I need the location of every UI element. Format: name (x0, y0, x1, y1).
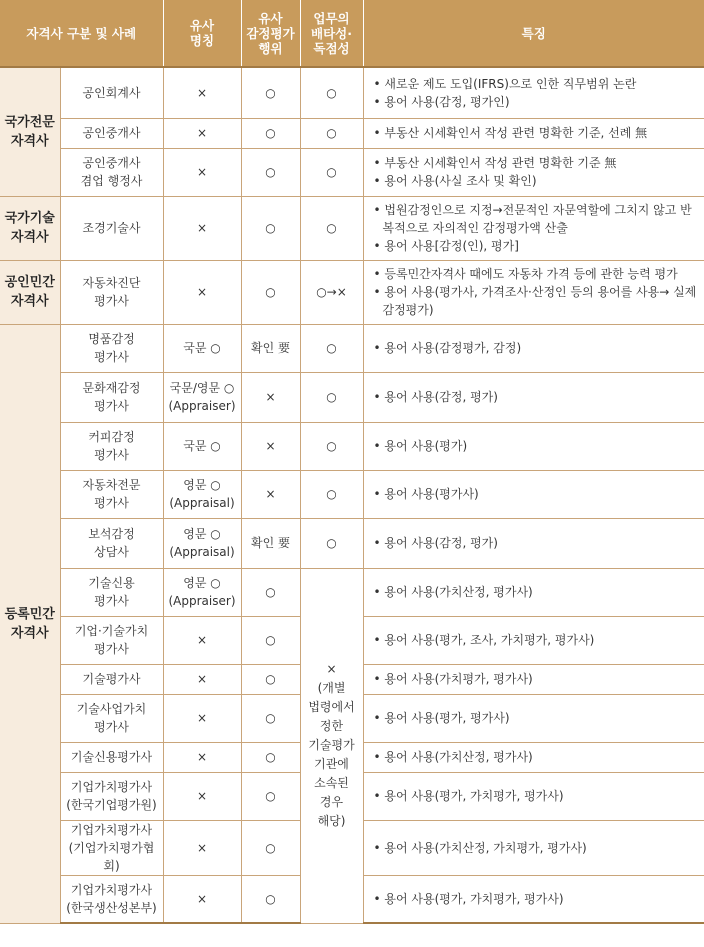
exclusivity-cell: ○→× (300, 260, 363, 324)
header-row (0, 0, 704, 67)
similar-act-cell: × (241, 372, 300, 422)
similar-name-cell: 국문/영문 ○ (Appraiser) (163, 372, 241, 422)
qualification-name: 명품감정 평가사 (60, 324, 163, 372)
feature-item: • 용어 사용(평가, 조사, 가치평가, 평가사) (374, 631, 699, 649)
exclusivity-merged-cell: × (개별 법령에서 정한 기술평가 기관에 소속된 경우 해당) (300, 568, 363, 923)
feature-item: • 부동산 시세확인서 작성 관련 명확한 기준, 선례 無 (374, 124, 699, 142)
feature-cell (363, 772, 704, 820)
similar-act-cell: 확인 要 (241, 324, 300, 372)
feature-item: • 법원감정인으로 지정→전문적인 자문역할에 그치지 않고 반복적으로 자의적인 감정평가액 산출 (374, 201, 699, 237)
feature-cell (363, 820, 704, 875)
exclusivity-cell: ○ (300, 67, 363, 118)
feature-cell (363, 324, 704, 372)
similar-name-cell: × (163, 616, 241, 664)
exclusivity-cell: ○ (300, 470, 363, 518)
table-row (0, 118, 704, 148)
feature-cell (363, 148, 704, 196)
feature-item: • 등록민간자격사 때에도 자동차 가격 등에 관한 능력 평가 (374, 265, 699, 283)
feature-item: • 용어 사용(평가사, 가격조사·산정인 등의 용어를 사용→ 실제 감정평가) (374, 283, 699, 319)
exclusivity-cell: ○ (300, 422, 363, 470)
similar-act-cell: ○ (241, 820, 300, 875)
qualification-name: 기술신용 평가사 (60, 568, 163, 616)
similar-act-cell: ○ (241, 67, 300, 118)
qualification-name: 기업가치평가사 (한국기업평가원) (60, 772, 163, 820)
feature-cell (363, 470, 704, 518)
table-row (0, 568, 704, 616)
similar-act-cell: ○ (241, 568, 300, 616)
exclusivity-cell: ○ (300, 372, 363, 422)
feature-item: • 부동산 시세확인서 작성 관련 명확한 기준 無 (374, 154, 699, 172)
feature-cell (363, 67, 704, 118)
feature-cell (363, 664, 704, 694)
feature-cell (363, 372, 704, 422)
category-cell: 국가전문 자격사 (0, 67, 60, 196)
feature-item: • 용어 사용(평가) (374, 437, 699, 455)
feature-item: • 용어 사용(평가, 가치평가, 평가사) (374, 787, 699, 805)
table-row (0, 196, 704, 260)
similar-name-cell: 영문 ○ (Appraisal) (163, 518, 241, 568)
table-row (0, 148, 704, 196)
feature-item: • 용어 사용(감정, 평가) (374, 534, 699, 552)
feature-item: • 용어 사용(가치산정, 가치평가, 평가사) (374, 839, 699, 857)
similar-name-cell: × (163, 664, 241, 694)
qualification-name: 자동차전문 평가사 (60, 470, 163, 518)
feature-item: • 용어 사용[감정(인), 평가] (374, 237, 699, 255)
similar-name-cell: 국문 ○ (163, 422, 241, 470)
feature-cell (363, 260, 704, 324)
exclusivity-cell: ○ (300, 118, 363, 148)
feature-item: • 용어 사용(감정평가, 감정) (374, 339, 699, 357)
qualification-name: 기업가치평가사 (한국생산성본부) (60, 875, 163, 923)
similar-act-cell: ○ (241, 664, 300, 694)
similar-name-cell: × (163, 694, 241, 742)
header-exclusivity: 업무의 배타성· 독점성 (300, 0, 363, 67)
feature-cell (363, 518, 704, 568)
similar-act-cell: ○ (241, 260, 300, 324)
category-cell: 국가기술 자격사 (0, 196, 60, 260)
feature-item: • 용어 사용(가치산정, 평가사) (374, 748, 699, 766)
feature-item: • 용어 사용(평가, 평가사) (374, 709, 699, 727)
feature-item: • 새로운 제도 도입(IFRS)으로 인한 직무범위 논란 (374, 75, 699, 93)
exclusivity-cell: ○ (300, 196, 363, 260)
feature-cell (363, 875, 704, 923)
similar-act-cell: ○ (241, 616, 300, 664)
qualification-name: 기술사업가치 평가사 (60, 694, 163, 742)
feature-cell (363, 568, 704, 616)
similar-name-cell: × (163, 196, 241, 260)
table-row (0, 324, 704, 372)
similar-name-cell: × (163, 118, 241, 148)
similar-name-cell: × (163, 875, 241, 923)
table-row (0, 67, 704, 118)
similar-name-cell: × (163, 742, 241, 772)
category-cell: 등록민간 자격사 (0, 324, 60, 923)
similar-name-cell: 국문 ○ (163, 324, 241, 372)
qualification-name: 공인중개사 겸업 행정사 (60, 148, 163, 196)
qualification-name: 공인회계사 (60, 67, 163, 118)
similar-name-cell: × (163, 772, 241, 820)
similar-name-cell: × (163, 67, 241, 118)
qualification-name: 보석감정 상담사 (60, 518, 163, 568)
feature-cell (363, 616, 704, 664)
similar-act-cell: ○ (241, 196, 300, 260)
similar-act-cell: 확인 要 (241, 518, 300, 568)
feature-cell (363, 694, 704, 742)
table-row (0, 470, 704, 518)
similar-act-cell: ○ (241, 772, 300, 820)
table-row (0, 422, 704, 470)
feature-item: • 용어 사용(평가, 가치평가, 평가사) (374, 890, 699, 908)
header-feature: 특징 (363, 0, 704, 67)
similar-name-cell: × (163, 820, 241, 875)
table-row (0, 372, 704, 422)
qualification-name: 조경기술사 (60, 196, 163, 260)
similar-act-cell: ○ (241, 694, 300, 742)
table-row (0, 518, 704, 568)
similar-act-cell: ○ (241, 148, 300, 196)
feature-cell (363, 422, 704, 470)
similar-name-cell: × (163, 148, 241, 196)
qualification-name: 기술평가사 (60, 664, 163, 694)
feature-item: • 용어 사용(가치산정, 평가사) (374, 583, 699, 601)
exclusivity-cell: ○ (300, 324, 363, 372)
similar-act-cell: ○ (241, 118, 300, 148)
similar-name-cell: 영문 ○ (Appraisal) (163, 470, 241, 518)
table-row (0, 260, 704, 324)
feature-item: • 용어 사용(사실 조사 및 확인) (374, 172, 699, 190)
qualification-name: 커피감정 평가사 (60, 422, 163, 470)
feature-item: • 용어 사용(감정, 평가) (374, 388, 699, 406)
qualification-name: 기업·기술가치 평가사 (60, 616, 163, 664)
header-category: 자격사 구분 및 사례 (0, 0, 163, 67)
similar-name-cell: 영문 ○ (Appraiser) (163, 568, 241, 616)
category-cell: 공인민간 자격사 (0, 260, 60, 324)
feature-cell (363, 196, 704, 260)
exclusivity-cell: ○ (300, 148, 363, 196)
similar-name-cell: × (163, 260, 241, 324)
feature-item: • 용어 사용(가치평가, 평가사) (374, 670, 699, 688)
qualification-name: 기업가치평가사 (기업가치평가협회) (60, 820, 163, 875)
feature-item: • 용어 사용(평가사) (374, 485, 699, 503)
qualification-name: 공인중개사 (60, 118, 163, 148)
qualification-name: 자동차진단 평가사 (60, 260, 163, 324)
qualification-name: 문화재감정 평가사 (60, 372, 163, 422)
feature-cell (363, 742, 704, 772)
table-body (0, 67, 704, 923)
exclusivity-cell: ○ (300, 518, 363, 568)
header-similar-name: 유사 명칭 (163, 0, 241, 67)
similar-act-cell: ○ (241, 742, 300, 772)
similar-act-cell: ○ (241, 875, 300, 923)
similar-act-cell: × (241, 470, 300, 518)
feature-cell (363, 118, 704, 148)
similar-act-cell: × (241, 422, 300, 470)
qualification-name: 기술신용평가사 (60, 742, 163, 772)
feature-item: • 용어 사용(감정, 평가인) (374, 93, 699, 111)
header-similar-act: 유사 감정평가 행위 (241, 0, 300, 67)
